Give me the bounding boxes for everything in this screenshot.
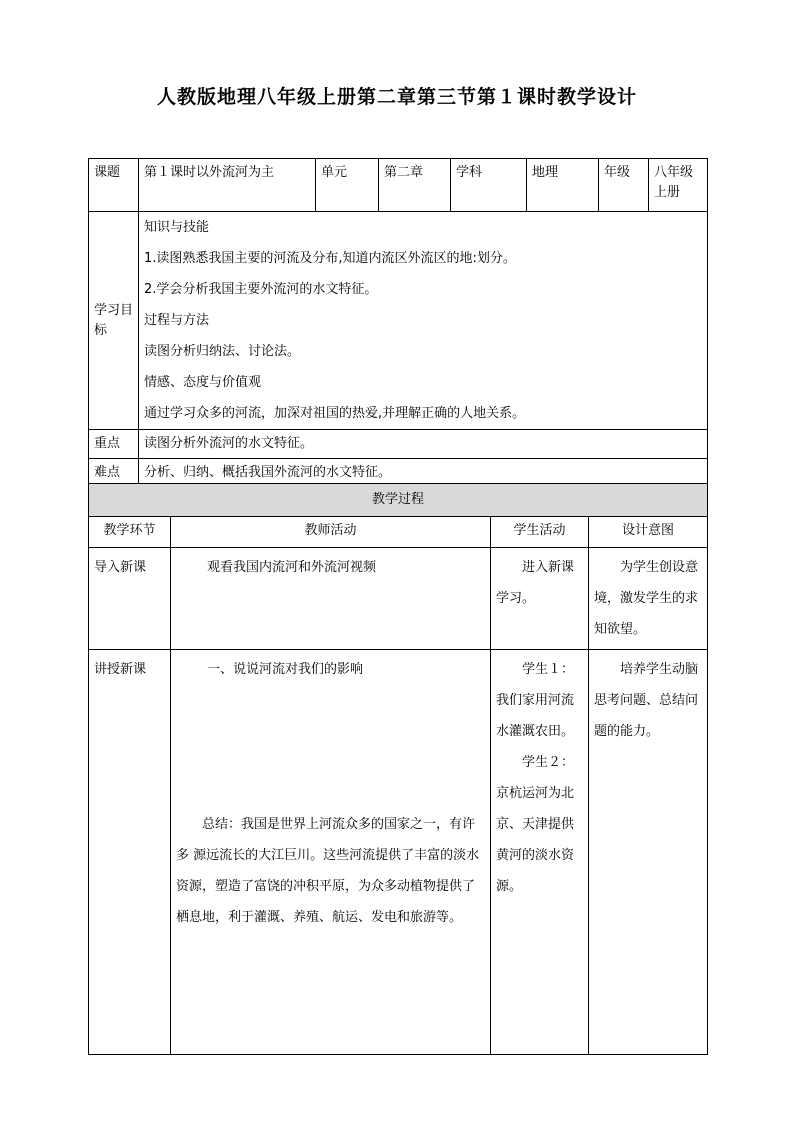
objective-line: 知识与技能 [144,220,210,235]
info-table [88,158,708,488]
table-row [89,548,708,650]
grade-label: 年级 [599,159,649,212]
teacher-cell [171,650,491,1055]
unit-label: 单元 [316,159,379,212]
topic-value: 第１课时以外流河为主 [139,159,316,212]
process-header-row [89,484,708,517]
student-cell [491,650,589,1055]
difficulty-label: 难点 [89,459,139,488]
objectives-content [139,212,708,430]
objective-line: 过程与方法 [144,313,210,328]
objective-line: 情感、态度与价值观 [144,375,262,390]
process-table [88,483,708,1055]
grade-value: 八年级上册 [649,159,708,212]
column-header: 设计意图 [589,517,708,548]
intent-cell: 培养学生动脑思考问题、总结问题的能力。 [589,650,708,1055]
teacher-cell: 观看我国内流河和外流河视频 [171,548,491,650]
column-header: 学生活动 [491,517,589,548]
page-title: 人教版地理八年级上册第二章第三节第１课时教学设计 [156,86,637,108]
objective-line: 读图分析归纳法、讨论法。 [144,344,301,359]
subject-label: 学科 [451,159,527,212]
teacher-summary: 总结：我国是世界上河流众多的国家之一，有许多 源远流长的大江巨川。这些河流提供了丰富的淡水资源，塑造了富饶的冲积平原，为众多动植物提供了栖息地，利于灌溉、养殖、航运、发电和旅游等。 [176,817,480,925]
key-point-label: 重点 [89,430,139,459]
objective-line: 1.读图熟悉我国主要的河流及分布,知道内流区外流区的地:划分。 [144,251,516,266]
student-cell: 进入新课学习。 [491,548,589,650]
objectives-label: 学习目标 [89,212,139,430]
topic-label: 课题 [89,159,139,212]
intent-cell: 为学生创设意境，激发学生的求知欲望。 [589,548,708,650]
stage-cell: 讲授新课 [89,650,171,1055]
table-row [89,650,708,1055]
info-row [89,159,708,212]
key-point-value: 读图分析外流河的水文特征。 [139,430,708,459]
stage-cell: 导入新课 [89,548,171,650]
subject-value: 地理 [527,159,599,212]
key-point-row [89,430,708,459]
objective-line: 2.学会分析我国主要外流河的水文特征。 [144,282,378,297]
process-header: 教学过程 [89,484,708,517]
blank-space [176,685,485,809]
difficulty-value: 分析、归纳、概括我国外流河的水文特征。 [139,459,708,488]
student-answer-1: 学生１：我们家用河流水灌溉农田。 [496,662,575,739]
objectives-row [89,212,708,430]
student-answer-2: 学生２：京杭运河为北京、天津提供黄河的淡水资源。 [496,755,575,894]
column-header-row [89,517,708,548]
objective-line: 通过学习众多的河流，加深对祖国的热爱,并理解正确的人地关系。 [144,406,526,421]
unit-value: 第二章 [379,159,451,212]
column-header: 教学环节 [89,517,171,548]
column-header: 教师活动 [171,517,491,548]
teacher-heading: 一、说说河流对我们的影响 [207,662,364,677]
